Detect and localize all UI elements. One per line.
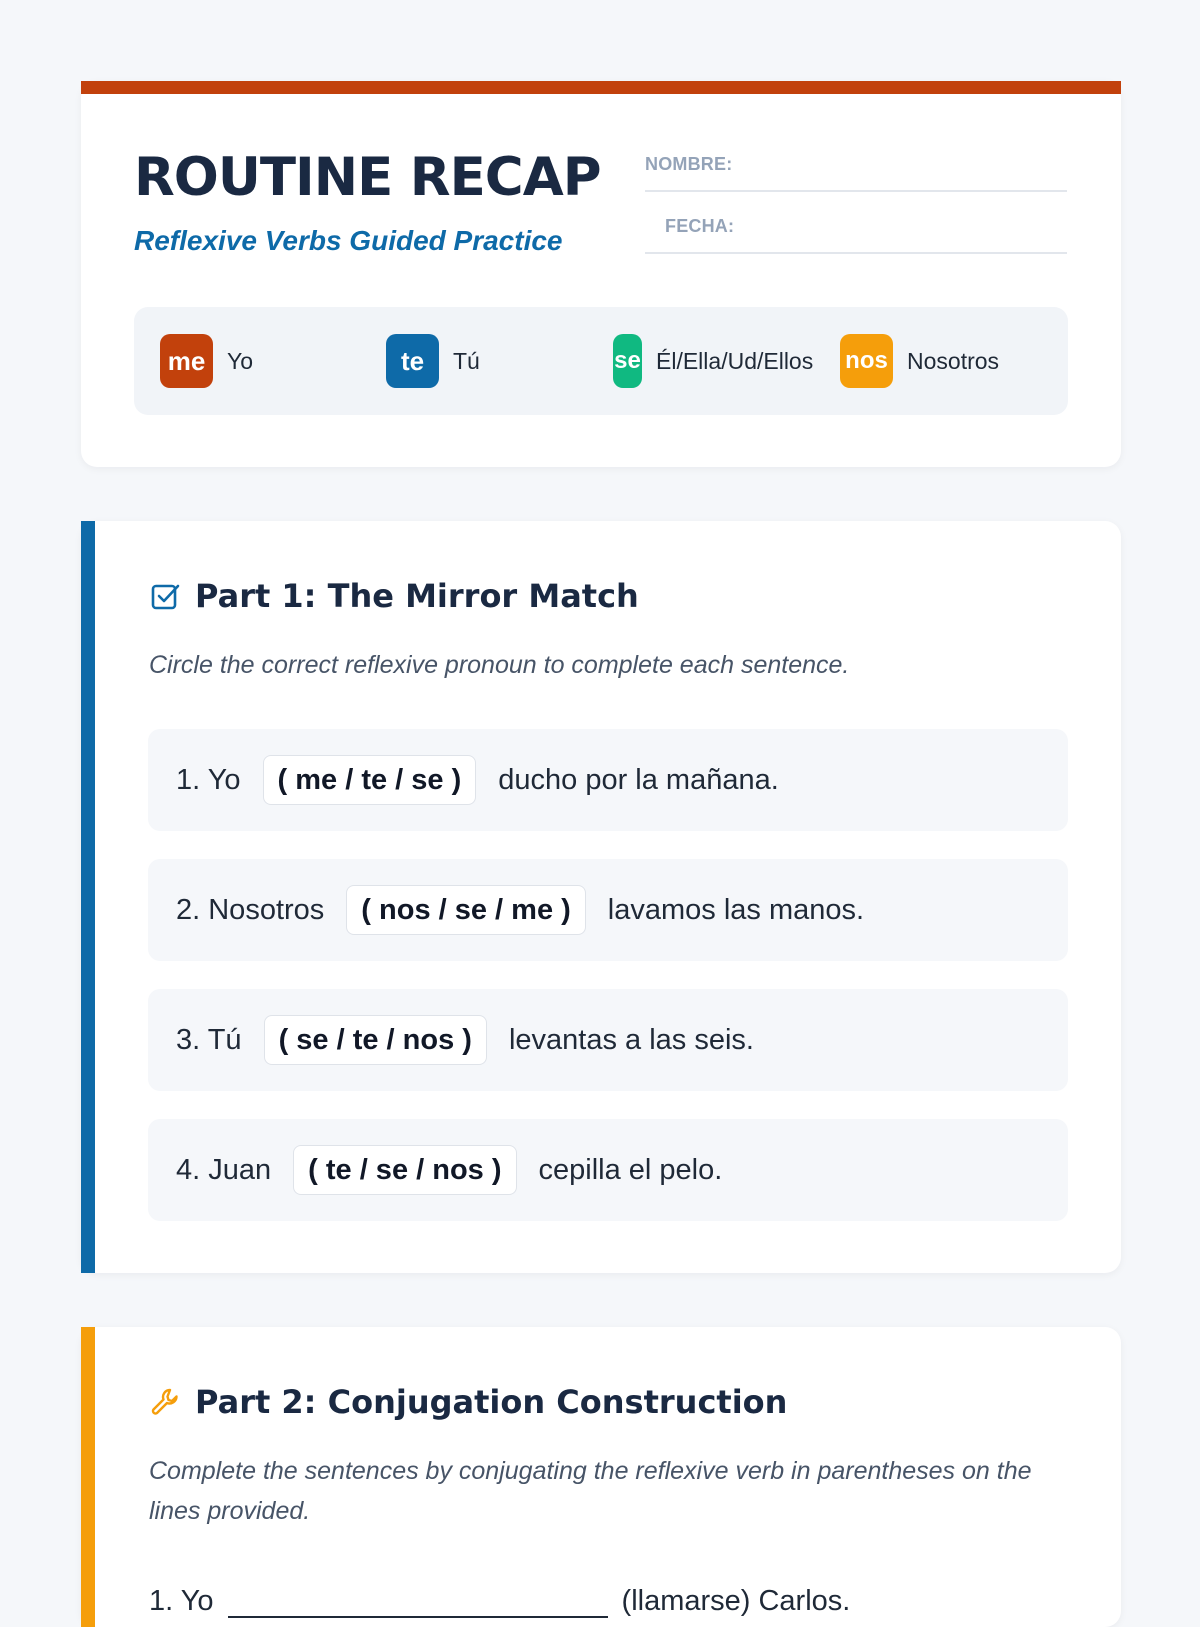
- pronoun-badge-nos: nos: [840, 334, 893, 388]
- legend-item-nos: [840, 334, 999, 388]
- conjugation-item: [149, 1585, 850, 1618]
- page-title: ROUTINE RECAP: [134, 147, 601, 208]
- pronoun-choice-box[interactable]: ( te / se / nos ): [293, 1145, 516, 1195]
- question-prompt: 3. Tú: [176, 1023, 242, 1056]
- legend-item-me: [160, 334, 253, 388]
- pronoun-badge-se: se: [613, 334, 642, 388]
- part1-card: [81, 521, 1121, 1273]
- part2-card: [81, 1327, 1121, 1627]
- pronoun-badge-te: te: [386, 334, 439, 388]
- question-prompt: 1. Yo: [176, 763, 241, 796]
- wrench-icon: [149, 1386, 181, 1418]
- checkbox-icon: [149, 580, 181, 612]
- legend-item-se: [613, 334, 813, 388]
- part2-title: Part 2: Conjugation Construction: [195, 1383, 788, 1421]
- date-field[interactable]: [645, 216, 1067, 254]
- question-row: [148, 1119, 1068, 1221]
- name-field[interactable]: [645, 154, 1067, 192]
- part1-title: Part 1: The Mirror Match: [195, 577, 639, 615]
- part2-heading: [149, 1383, 787, 1421]
- part1-instructions: Circle the correct reflexive pronoun to complete each sentence.: [149, 651, 850, 679]
- pronoun-badge-me: me: [160, 334, 213, 388]
- conjugation-verb: (llamarse) Carlos.: [621, 1585, 851, 1617]
- page-subtitle: Reflexive Verbs Guided Practice: [134, 225, 563, 256]
- pronoun-choice-box[interactable]: ( nos / se / me ): [346, 885, 586, 935]
- answer-line[interactable]: [228, 1588, 608, 1618]
- header-card: [81, 81, 1121, 467]
- legend-label-tu: Tú: [453, 347, 480, 374]
- pronoun-choice-box[interactable]: ( me / te / se ): [263, 755, 477, 805]
- question-ending: lavamos las manos.: [607, 893, 865, 926]
- question-row: [148, 859, 1068, 961]
- question-prompt: 2. Nosotros: [176, 893, 325, 926]
- part2-instructions: Complete the sentences by conjugating the reflexive verb in parentheses on the lines provided.: [149, 1457, 1032, 1525]
- date-label: FECHA:: [665, 216, 735, 236]
- question-row: [148, 729, 1068, 831]
- pronoun-choice-box[interactable]: ( se / te / nos ): [264, 1015, 487, 1065]
- legend-label-el: Él/Ella/Ud/Ellos: [656, 347, 814, 374]
- legend-item-te: [386, 334, 480, 388]
- part1-accent-bar: [81, 521, 95, 1273]
- question-prompt: 4. Juan: [176, 1153, 272, 1186]
- question-row: [148, 989, 1068, 1091]
- question-ending: levantas a las seis.: [508, 1023, 754, 1056]
- part2-accent-bar: [81, 1327, 95, 1627]
- pronoun-legend: [134, 307, 1068, 415]
- name-label: NOMBRE:: [645, 154, 733, 174]
- legend-label-nosotros: Nosotros: [907, 347, 1000, 374]
- question-ending: cepilla el pelo.: [538, 1153, 723, 1186]
- legend-label-yo: Yo: [227, 347, 254, 374]
- part1-heading: [149, 577, 639, 615]
- conjugation-prompt: 1. Yo: [149, 1585, 214, 1617]
- header-accent-bar: [81, 81, 1121, 94]
- question-ending: ducho por la mañana.: [498, 763, 779, 796]
